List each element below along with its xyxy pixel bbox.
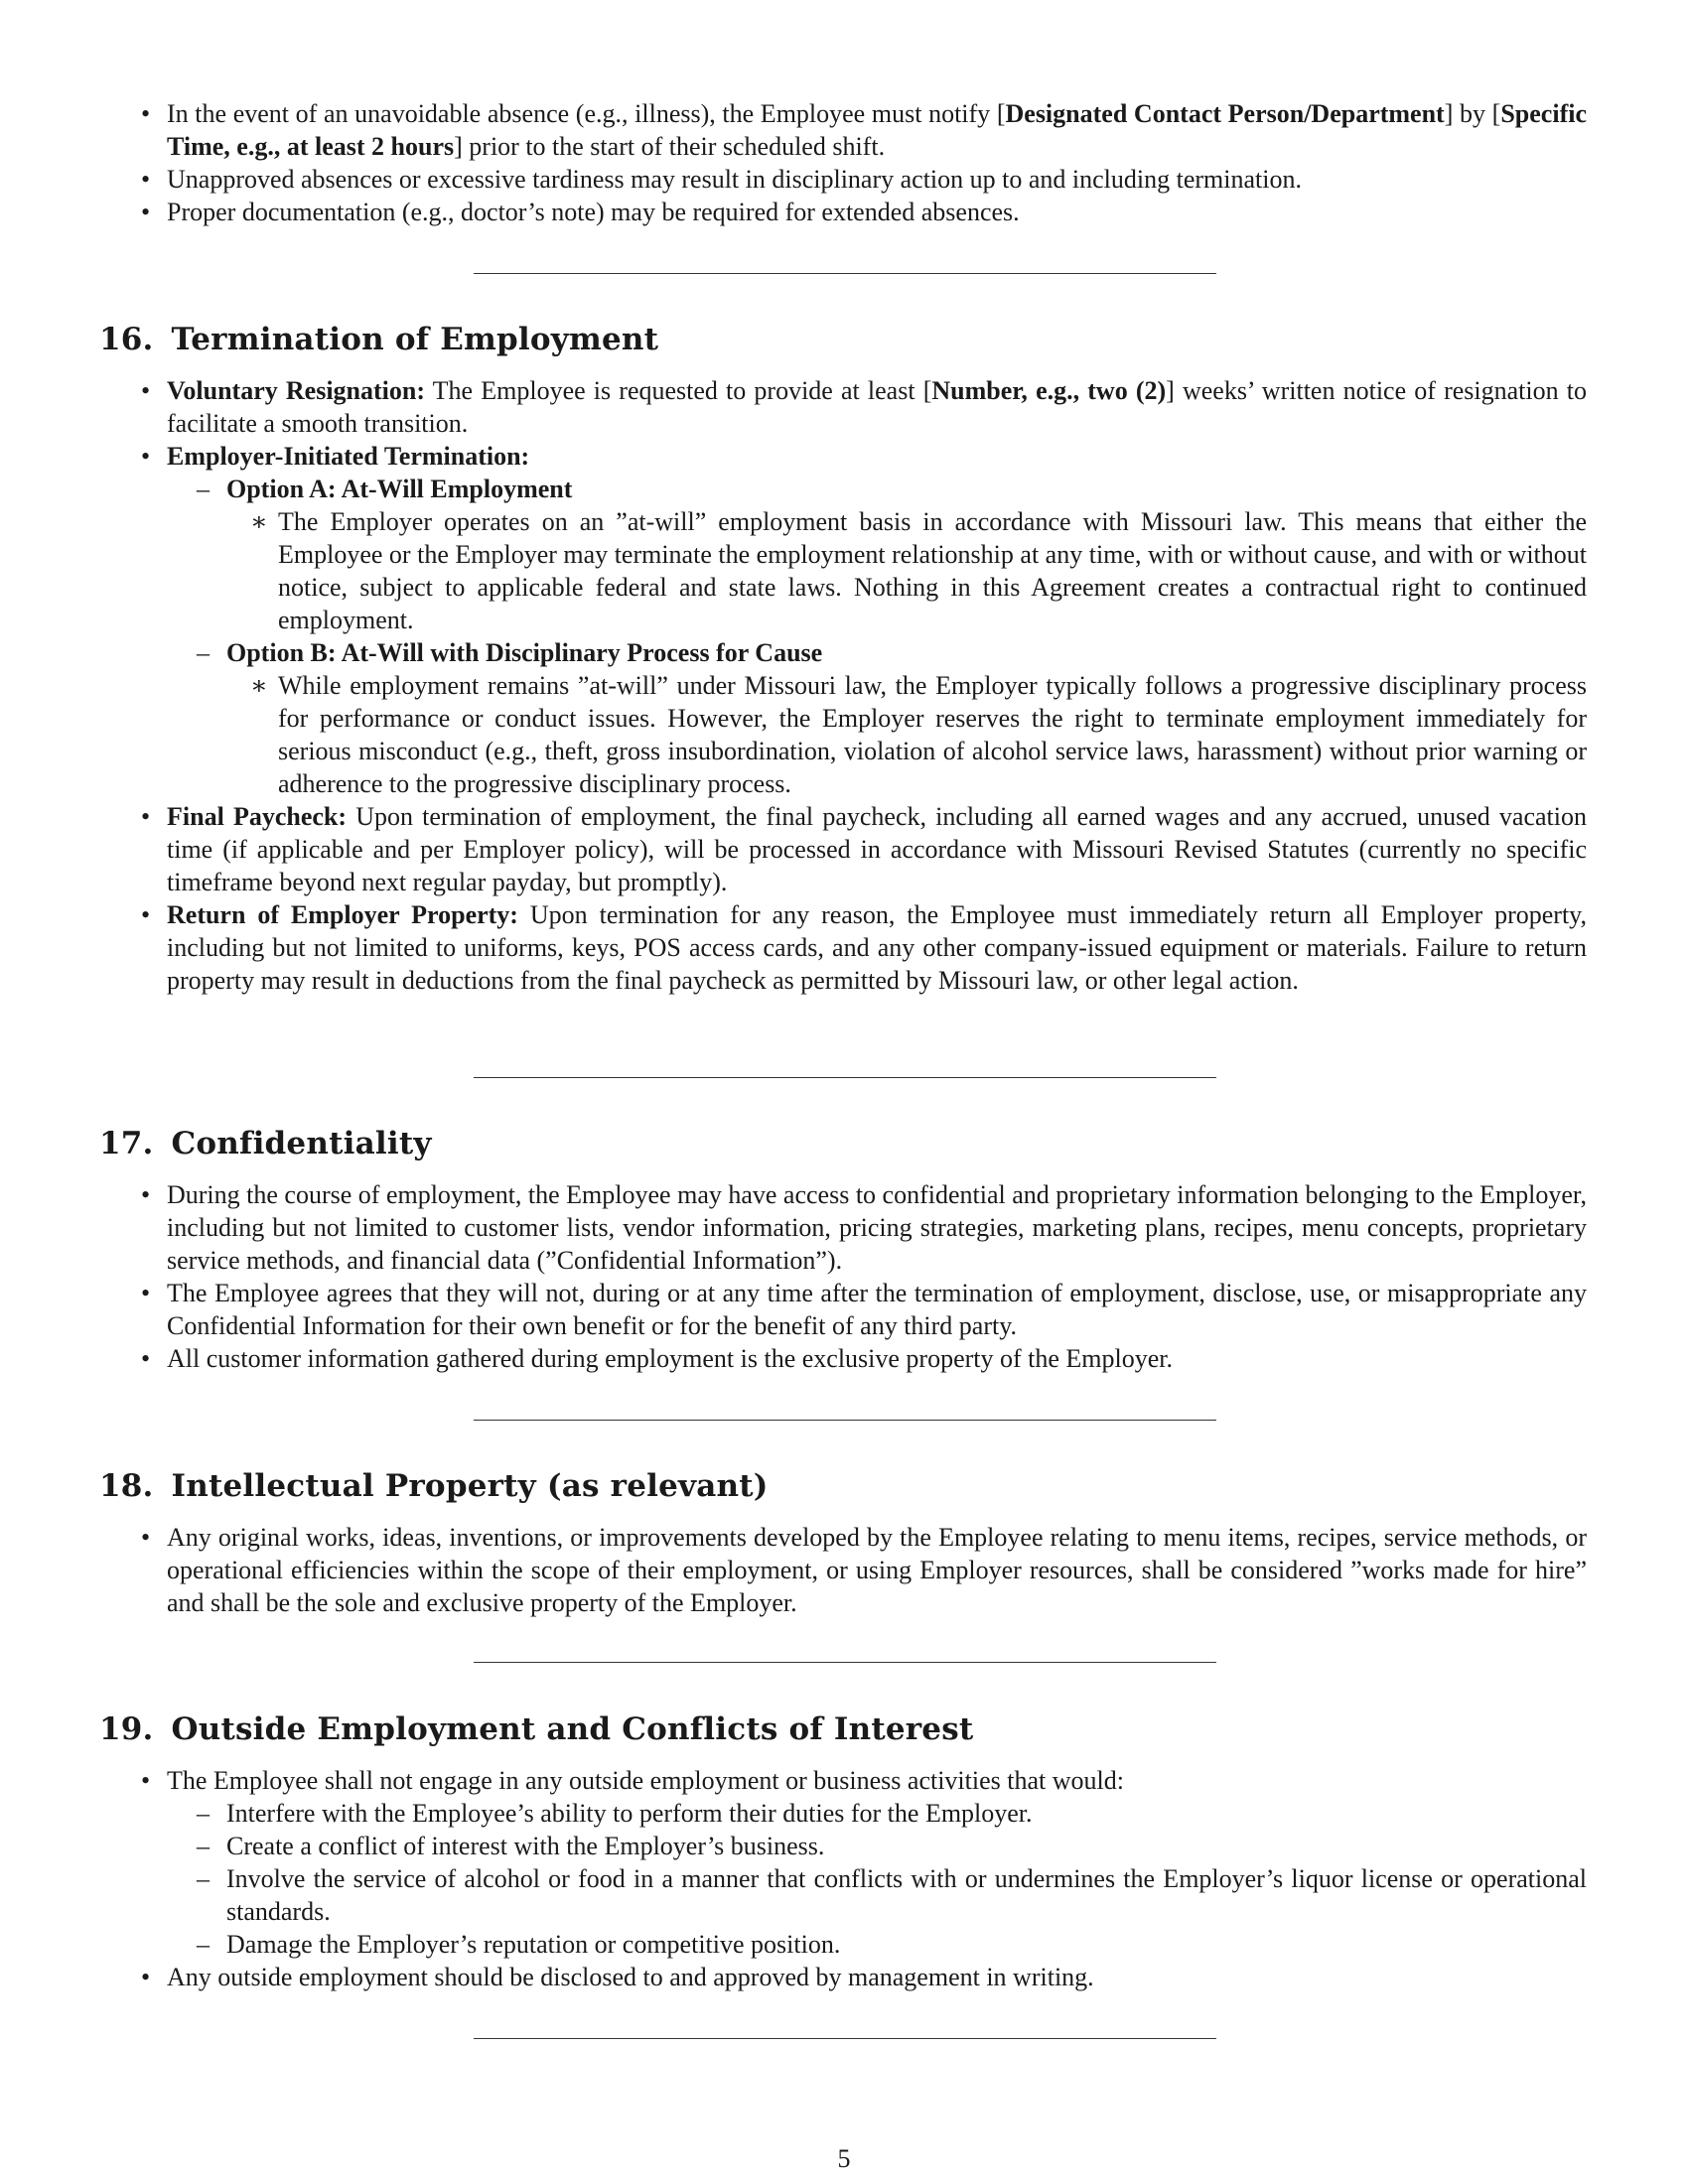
list-item-employer-initiated: • Employer-Initiated Termination: – Option A: At-Will Employment ∗ The Employer operates on an ”at-will” employment basis in accordance with Missouri law. This means that either the Employee or the Employer may terminate the employment relationship at any time, with or without cause, and with or without notice, subject to applicable federal and state laws. Nothing in this Agreement creates a contractual right to continued employment. – Option B: At-Will with Disciplinary Process for Cause ∗ While employment remains ”at-will” under Missouri law, the Employer typically follows a progressive disciplinary process for performance or conduct issues. However, the Employer reserves the right to terminate employment immediately for serious misconduct (e.g., theft, gross insubordination, violation of alcohol service laws, harassment) without prior warning or adherence to the progressive disciplinary process. [167,440,1587,800]
outside-employment-subitems [226,1797,1587,1961]
section-17-body [0,1178,1688,1375]
option-a: – Option A: At-Will Employment ∗ The Employer operates on an ”at-will” employment basis in accordance with Missouri law. This means that either the Employee or the Employer may terminate the employment relationship at any time, with or without cause, and with or without notice, subject to applicable federal and state laws. Nothing in this Agreement creates a contractual right to continued employment. [226,473,1587,636]
section-divider [474,2038,1216,2039]
list-item: • Unapproved absences or excessive tardiness may result in disciplinary action up to and including termination. [167,163,1587,196]
page-number: 5 [837,2144,851,2173]
section-18-body [0,1521,1688,1619]
option-a-text: ∗ The Employer operates on an ”at-will” employment basis in accordance with Missouri law. This means that either the Employee or the Employer may terminate the employment relationship at any time, with or without cause, and with or without notice, subject to applicable federal and state laws. Nothing in this Agreement creates a contractual right to continued employment. [278,505,1587,636]
section-16-heading: 16. Termination of Employment [99,322,659,357]
list-item: • Any outside employment should be disclosed to and approved by management in writing. [167,1961,1587,1993]
list-item-return-property: • Return of Employer Property: Upon termination for any reason, the Employee must immediately return all Employer property, including but not limited to uniforms, keys, POS access cards, and any other company-issued equipment or materials. Failure to return property may result in deductions from the final paycheck as permitted by Missouri law, or other legal action. [167,898,1587,997]
attendance-list [167,97,1587,228]
section-17-heading: 17. Confidentiality [99,1126,432,1161]
list-item: • The Employee shall not engage in any outside employment or business activities that would: – Interfere with the Employee’s ability to perform their duties for the Employer. – Create a conflict of interest with the Employer’s business. – Involve the service of alcohol or food in a manner that conflicts with or undermines the Employer’s liquor license or operational standards. – Damage the Employer’s reputation or competitive position. [167,1764,1587,1961]
sub-list-item: – Create a conflict of interest with the Employer’s business. [226,1830,1587,1862]
list-item: • All customer information gathered during employment is the exclusive property of the Employer. [167,1342,1587,1375]
section-19-body [0,1764,1688,1993]
attendance-list-block [0,97,1688,228]
termination-list [167,374,1587,997]
list-item-voluntary-resignation: • Voluntary Resignation: The Employee is requested to provide at least [Number, e.g., two (2)] weeks’ written notice of resignation to facilitate a smooth transition. [167,374,1587,440]
intellectual-property-list [167,1521,1587,1619]
termination-options [226,473,1587,800]
list-item-final-paycheck: • Final Paycheck: Upon termination of employment, the final paycheck, including all earned wages and any accrued, unused vacation time (if applicable and per Employer policy), will be processed in accordance with Missouri Revised Statutes (currently no specific timeframe beyond next regular payday, but promptly). [167,800,1587,898]
sub-list-item: – Damage the Employer’s reputation or competitive position. [226,1928,1587,1961]
section-divider [474,1662,1216,1663]
list-item: • During the course of employment, the Employee may have access to confidential and proprietary information belonging to the Employer, including but not limited to customer lists, vendor information, pricing strategies, marketing plans, recipes, menu concepts, proprietary service methods, and financial data (”Confidential Information”). [167,1178,1587,1277]
section-divider [474,1420,1216,1421]
confidentiality-list [167,1178,1587,1375]
list-item: • The Employee agrees that they will not, during or at any time after the termination of employment, disclose, use, or misappropriate any Confidential Information for their own benefit or for the benefit of any third party. [167,1277,1587,1342]
list-item: • In the event of an unavoidable absence (e.g., illness), the Employee must notify [Designated Contact Person/Department] by [Specific Time, e.g., at least 2 hours] prior to the start of their scheduled shift. [167,97,1587,163]
section-divider [474,1077,1216,1078]
section-18-heading: 18. Intellectual Property (as relevant) [99,1468,769,1504]
outside-employment-list [167,1764,1587,1993]
sub-list-item: – Involve the service of alcohol or food in a manner that conflicts with or undermines the Employer’s liquor license or operational standards. [226,1862,1587,1928]
section-divider [474,273,1216,274]
list-item: • Any original works, ideas, inventions, or improvements developed by the Employee relating to menu items, recipes, service methods, or operational efficiencies within the scope of their employment, or using Employer resources, shall be considered ”works made for hire” and shall be the sole and exclusive property of the Employer. [167,1521,1587,1619]
option-b-text: ∗ While employment remains ”at-will” under Missouri law, the Employer typically follows a progressive disciplinary process for performance or conduct issues. However, the Employer reserves the right to terminate employment immediately for serious misconduct (e.g., theft, gross insubordination, violation of alcohol service laws, harassment) without prior warning or adherence to the progressive disciplinary process. [278,669,1587,800]
section-19-heading: 19. Outside Employment and Conflicts of Interest [99,1711,974,1747]
section-16-body [0,374,1688,997]
option-b: – Option B: At-Will with Disciplinary Process for Cause ∗ While employment remains ”at-will” under Missouri law, the Employer typically follows a progressive disciplinary process for performance or conduct issues. However, the Employer reserves the right to terminate employment immediately for serious misconduct (e.g., theft, gross insubordination, violation of alcohol service laws, harassment) without prior warning or adherence to the progressive disciplinary process. [226,636,1587,800]
sub-list-item: – Interfere with the Employee’s ability to perform their duties for the Employer. [226,1797,1587,1830]
list-item: • Proper documentation (e.g., doctor’s note) may be required for extended absences. [167,196,1587,228]
